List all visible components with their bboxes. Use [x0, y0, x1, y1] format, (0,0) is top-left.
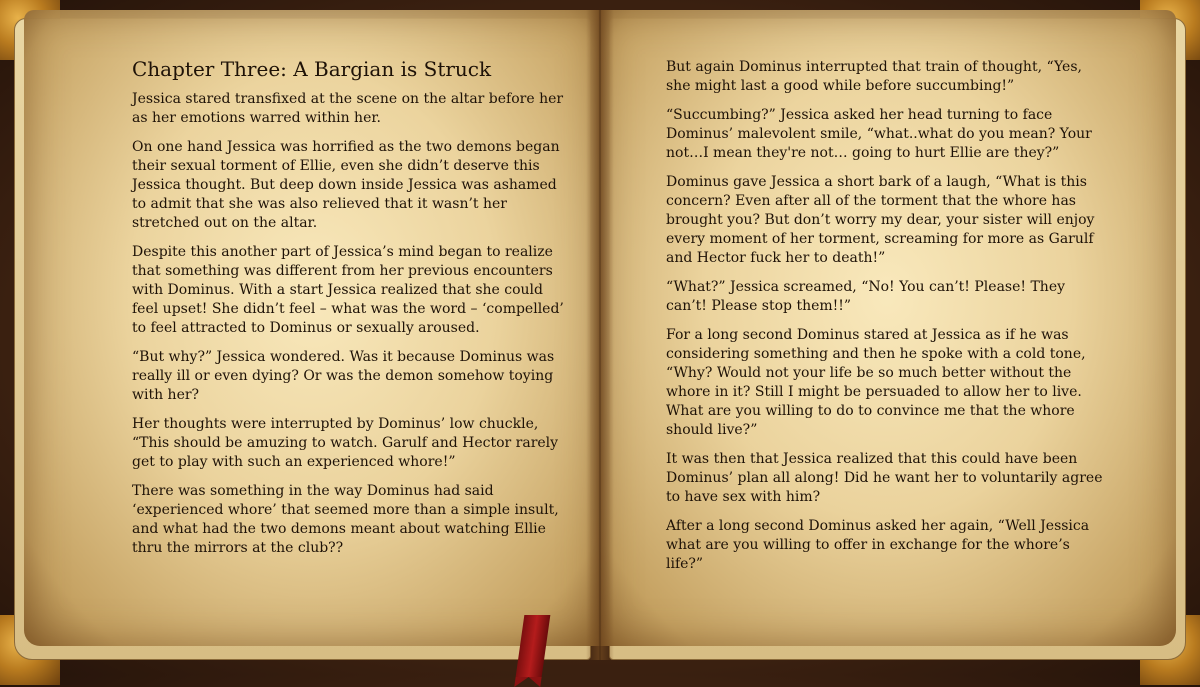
- paragraph: On one hand Jessica was horrified as the two demons began their sexual torment of Ellie, even she didn’t deserve this Jessica thought. But deep down inside Jessica was ashamed to admit that she was also relieved that it wasn’t her stretched out on the altar.: [132, 139, 560, 231]
- paragraph: “But why?” Jessica wondered. Was it because Dominus was really ill or even dying? Or was the demon somehow toying with her?: [132, 349, 555, 403]
- paragraph: For a long second Dominus stared at Jessica as if he was considering something and then he spoke with a cold tone, “Why? Would not your life be so much better without the whore in it? Still I might be persuaded to allow her to live. What are you willing to do to convince me that the whore should live?”: [666, 327, 1086, 438]
- paragraph: After a long second Dominus asked her again, “Well Jessica what are you willing to offer in exchange for the whore’s life?”: [666, 518, 1090, 572]
- left-page-text: [132, 56, 572, 568]
- paragraph: “Succumbing?” Jessica asked her head turning to face Dominus’ malevolent smile, “what..what do you mean? Your not…I mean they're not… going to hurt Ellie are they?”: [666, 107, 1092, 161]
- book-spine-gutter: [586, 10, 614, 660]
- paragraph: But again Dominus interrupted that train of thought, “Yes, she might last a good while before succumbing!”: [666, 59, 1082, 94]
- paragraph: It was then that Jessica realized that this could have been Dominus’ plan all along! Did he want her to voluntarily agree to have sex with him?: [666, 451, 1103, 505]
- paragraph: “What?” Jessica screamed, “No! You can’t! Please! They can’t! Please stop them!!”: [666, 279, 1066, 314]
- paragraph: Dominus gave Jessica a short bark of a laugh, “What is this concern? Even after all of the torment that the whore has brought you? But don’t worry my dear, your sister will enjoy every moment of her torment, screaming for more as Garulf and Hector fuck her to death!”: [666, 174, 1095, 266]
- paragraph: Jessica stared transfixed at the scene on the altar before her as her emotions warred within her.: [132, 91, 564, 126]
- paragraph: There was something in the way Dominus had said ‘experienced whore’ that seemed more than a simple insult, and what had the two demons meant about watching Ellie thru the mirrors at the club??: [132, 483, 559, 556]
- right-page-text: [666, 58, 1106, 584]
- chapter-title: Chapter Three: A Bargian is Struck: [132, 57, 492, 81]
- paragraph: Her thoughts were interrupted by Dominus’ low chuckle, “This should be amuzing to watch. Garulf and Hector rarely get to play with such an experienced whore!”: [132, 416, 559, 470]
- paragraph: Despite this another part of Jessica’s mind began to realize that something was different from her previous encounters with Dominus. With a start Jessica realized that she could feel upset! She didn’t feel – what was the word – ‘compelled’ to feel attracted to Dominus or sexually aroused.: [132, 244, 564, 336]
